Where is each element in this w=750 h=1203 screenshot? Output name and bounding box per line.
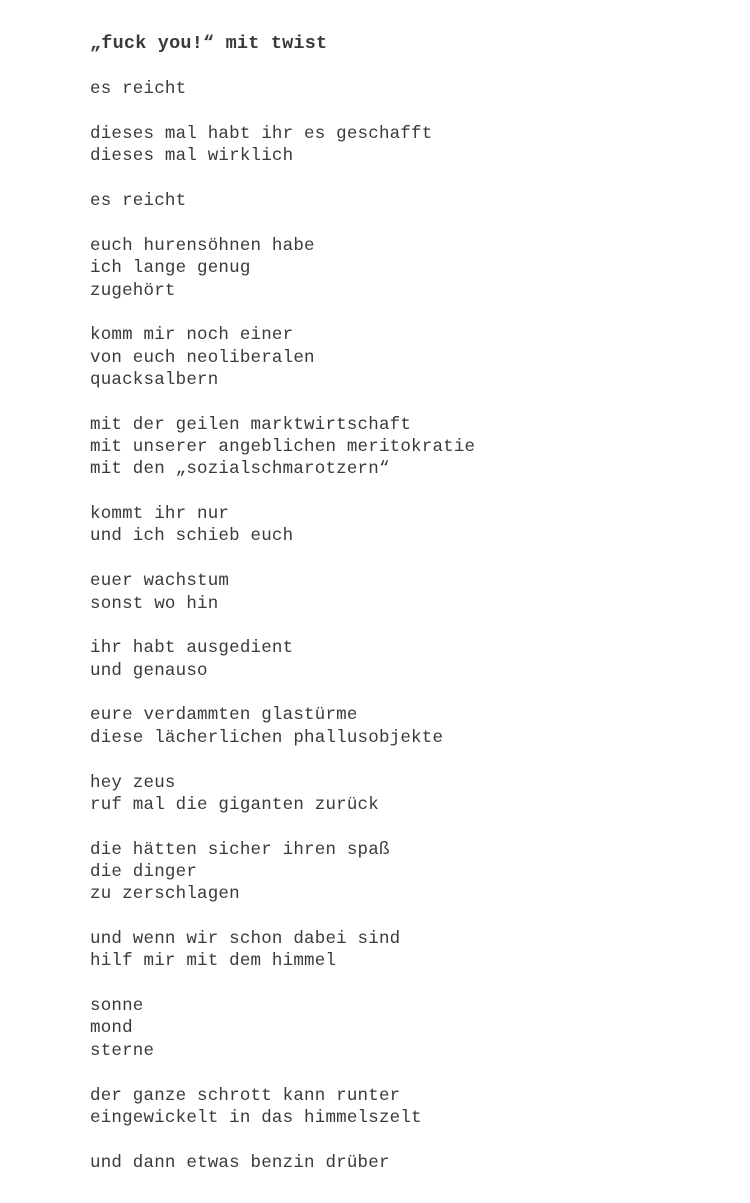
poem-line: hey zeus [90,772,176,793]
poem-line: komm mir noch einer [90,325,294,346]
poem-line: der ganze schrott kann runter [90,1085,401,1106]
stanza [90,503,730,548]
poem-line: dieses mal wirklich [90,146,294,167]
poem-page [90,33,730,1196]
poem-line: eingewickelt in das himmelszelt [90,1107,422,1128]
stanza [90,1152,730,1174]
stanza [90,995,730,1062]
stanza [90,78,730,100]
poem-line: hilf mir mit dem himmel [90,951,337,972]
poem-line: euer wachstum [90,571,230,592]
poem-line: ich lange genug [90,258,251,279]
poem-line: mit den „sozialschmarotzern“ [90,459,390,480]
poem-line: ruf mal die giganten zurück [90,794,379,815]
stanza [90,637,730,682]
stanza [90,190,730,212]
poem-line: euch hurensöhnen habe [90,235,315,256]
poem-line: von euch neoliberalen [90,347,315,368]
poem-line: und wenn wir schon dabei sind [90,929,401,950]
poem-line: sonst wo hin [90,593,219,614]
poem-line: kommt ihr nur [90,504,230,525]
stanza [90,570,730,615]
poem-line: quacksalbern [90,369,219,390]
poem-line: sonne [90,996,144,1017]
poem-title: „fuck you!“ mit twist [90,33,328,54]
poem-line: und genauso [90,660,208,681]
poem-line: zu zerschlagen [90,884,240,905]
stanza [90,324,730,391]
poem-line: mit unserer angeblichen meritokratie [90,437,476,458]
poem-line: mit der geilen marktwirtschaft [90,414,412,435]
stanza [90,772,730,817]
stanza [90,1085,730,1130]
poem-line: es reicht [90,191,187,212]
poem-line: und dann etwas benzin drüber [90,1152,390,1173]
poem-line: die dinger [90,861,198,882]
stanza [90,235,730,302]
poem-line: sterne [90,1040,155,1061]
poem-line: ihr habt ausgedient [90,638,294,659]
poem-line: eure verdammten glastürme [90,705,358,726]
poem-line: zugehört [90,280,176,301]
poem-line: die hätten sicher ihren spaß [90,839,390,860]
poem-line: dieses mal habt ihr es geschafft [90,124,433,145]
stanza [90,123,730,168]
poem-line: es reicht [90,79,187,100]
poem-line: mond [90,1018,133,1039]
stanza [90,414,730,481]
poem-line: und ich schieb euch [90,526,294,547]
stanza [90,928,730,973]
stanza [90,839,730,906]
stanza [90,704,730,749]
poem-line: diese lächerlichen phallusobjekte [90,727,444,748]
